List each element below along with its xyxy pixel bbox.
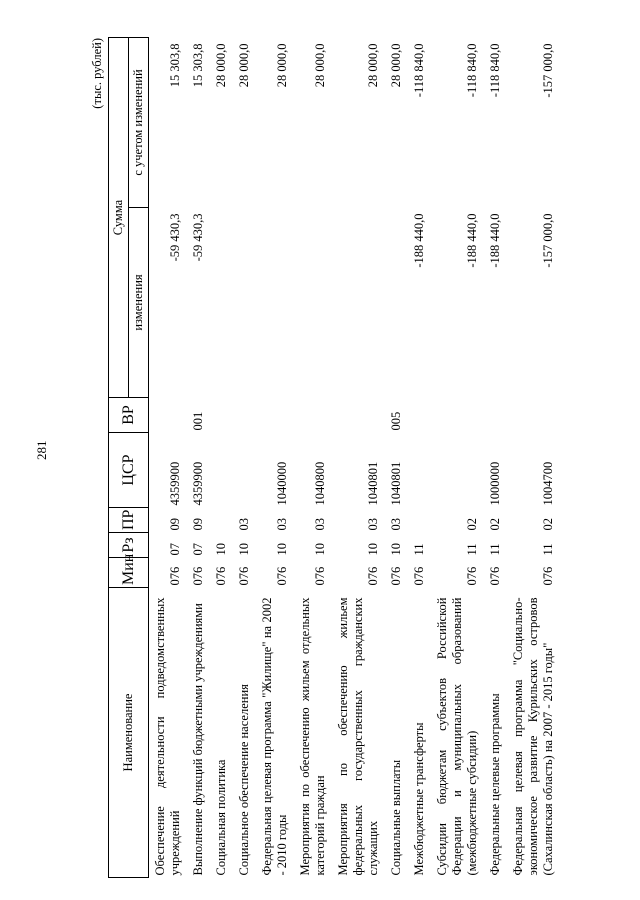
cell-csr [408,433,431,508]
cell-vr: 001 [191,411,205,431]
cell-name: Мероприятия по обеспечению жильем федеральных государственных гражданских служащих [336,597,380,876]
cell-rz: 10 [237,543,251,556]
cell-change [294,208,332,398]
cell-with-change: -118 840,0 [412,43,426,98]
cell-with-change: -118 840,0 [488,43,502,98]
header-rz: Рз [109,533,149,558]
cell-change: -59 430,3 [191,213,205,262]
rotated-page [90,38,610,878]
table-row [294,38,332,878]
cell-csr: 1040801 [366,461,380,506]
cell-csr: 1040801 [389,461,403,506]
cell-csr: 1040000 [275,461,289,506]
cell-with-change: 28 000,0 [366,43,380,88]
table-row [385,38,408,878]
cell-with-change: 28 000,0 [237,43,251,88]
cell-min: 076 [366,566,380,586]
cell-vr [408,398,431,433]
cell-vr [484,398,507,433]
cell-change [332,208,385,398]
cell-pr: 02 [488,518,502,531]
cell-min: 076 [275,566,289,586]
table-body [149,38,561,878]
cell-name: Межбюджетные трансферты [412,722,426,876]
table-row [332,38,385,878]
cell-name: Социальные выплаты [389,759,403,876]
cell-pr [210,508,233,533]
budget-table [108,37,560,878]
cell-csr [431,433,484,508]
cell-min: 076 [465,566,479,586]
cell-with-change: 28 000,0 [214,43,228,88]
cell-pr: 03 [366,518,380,531]
cell-min: 076 [237,566,251,586]
cell-with-change: 15 303,8 [191,43,205,88]
cell-min: 076 [541,566,555,586]
cell-with-change: 28 000,0 [389,43,403,88]
cell-csr: 4359900 [191,461,205,506]
cell-min: 076 [412,566,426,586]
table-row [210,38,233,878]
cell-change [233,208,256,398]
cell-with-change: -157 000,0 [541,43,555,98]
cell-rz: 10 [366,543,380,556]
cell-rz: 11 [465,543,479,556]
cell-rz: 10 [389,543,403,556]
cell-pr: 09 [168,518,182,531]
table-row [187,38,210,878]
cell-rz: 07 [191,543,205,556]
cell-vr [431,398,484,433]
table-row [408,38,431,878]
cell-vr [256,398,294,433]
header-csr: ЦСР [109,433,149,508]
cell-with-change: 15 303,8 [168,43,182,88]
table-row [256,38,294,878]
cell-rz: 07 [168,543,182,556]
cell-name: Федеральная целевая программа "Социально-экономическое развитие Курильских островов (Сахалинская область) на 2007 - 2015 годы" [511,597,555,876]
table-row [233,38,256,878]
cell-change [256,208,294,398]
cell-rz: 11 [541,543,555,556]
cell-rz: 11 [412,543,426,556]
cell-min: 076 [488,566,502,586]
cell-change [385,208,408,398]
cell-name: Обеспечение деятельности подведомственных учреждений [153,597,182,876]
cell-min: 076 [214,566,228,586]
table-row [149,38,188,878]
cell-vr [507,398,560,433]
cell-name: Федеральная целевая программа "Жилище" на 2002 - 2010 годы [260,597,289,876]
cell-name: Социальная политика [214,759,228,876]
cell-pr: 03 [275,518,289,531]
header-with-change: с учетом изменений [129,38,149,208]
cell-pr: 02 [465,518,479,531]
units-label: (тыс. рублей) [90,38,104,109]
cell-change: -188 440,0 [488,213,502,268]
cell-name: Мероприятия по обеспечению жильем отдельных категорий граждан [298,597,327,876]
cell-min: 076 [389,566,403,586]
cell-vr [294,398,332,433]
cell-pr: 03 [313,518,327,531]
cell-with-change: -118 840,0 [465,43,479,98]
cell-pr [408,508,431,533]
cell-pr: 03 [237,518,251,531]
cell-min: 076 [191,566,205,586]
cell-pr: 09 [191,518,205,531]
cell-min: 076 [313,566,327,586]
cell-change: -188 440,0 [412,213,426,268]
header-change: изменения [129,208,149,398]
cell-change: -188 440,0 [465,213,479,268]
cell-vr: 005 [389,411,403,431]
cell-csr: 1004700 [541,461,555,506]
page-number: 281 [34,440,49,460]
table-row [484,38,507,878]
header-vr: ВР [109,398,149,433]
cell-change [210,208,233,398]
header-sum: Сумма [109,38,129,398]
cell-csr: 4359900 [168,461,182,506]
cell-name: Социальное обеспечение населения [237,684,251,876]
cell-change: -157 000,0 [541,213,555,268]
cell-change: -59 430,3 [168,213,182,262]
header-pr: ПР [109,508,149,533]
header-min: Мин [109,558,149,588]
cell-rz: 10 [313,543,327,556]
header-row-1 [109,38,129,878]
cell-csr [210,433,233,508]
cell-vr [233,398,256,433]
header-name: Наименование [109,588,149,878]
cell-min: 076 [168,566,182,586]
cell-name: Выполнение функций бюджетными учреждениями [191,603,205,876]
cell-with-change: 28 000,0 [275,43,289,88]
cell-pr: 02 [541,518,555,531]
cell-vr [332,398,385,433]
cell-csr [233,433,256,508]
cell-rz: 10 [214,543,228,556]
cell-vr [149,398,188,433]
cell-with-change: 28 000,0 [313,43,327,88]
cell-csr: 1000000 [488,461,502,506]
table-row [431,38,484,878]
cell-name: Федеральные целевые программы [488,693,502,876]
cell-name: Субсидии бюджетам субъектов Российской Федерации и муниципальных образований (межбюджетные субсидии) [435,597,479,876]
cell-pr: 03 [389,518,403,531]
cell-vr [210,398,233,433]
cell-rz: 11 [488,543,502,556]
cell-rz: 10 [275,543,289,556]
table-row [507,38,560,878]
cell-csr: 1040800 [313,461,327,506]
